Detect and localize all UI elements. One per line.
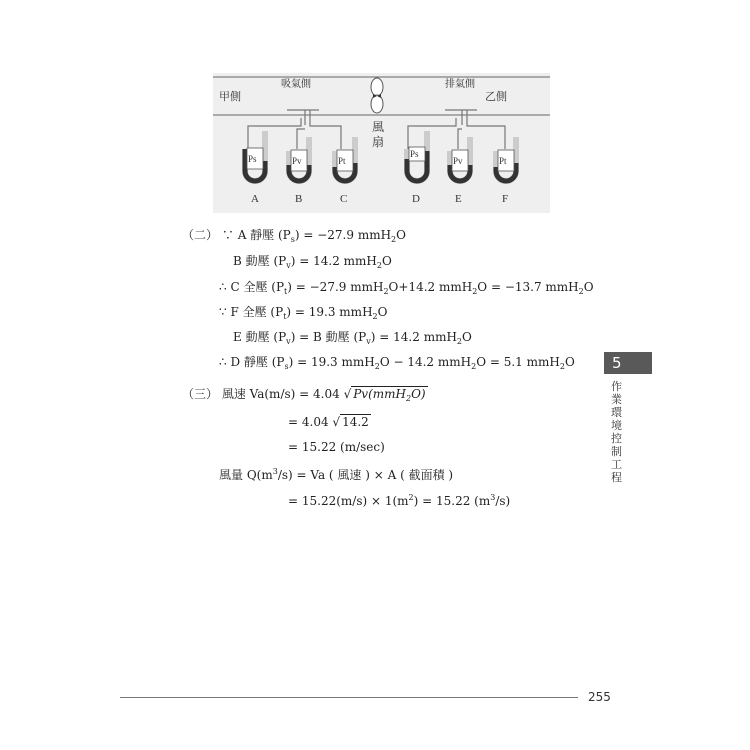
section3-velocity-step2: = 4.04 √ 14.2	[288, 415, 369, 429]
section3-velocity-result: = 15.22 (m/sec)	[288, 440, 385, 454]
section2-label: （二）	[182, 228, 219, 242]
therefore-symbol-2: ∴	[219, 355, 227, 369]
therefore-symbol: ∴	[219, 280, 227, 294]
section2-line-d: ∴ D 靜壓 $(P_s) = 19.3$ mmH$_2$O − 14.2 mmH$_2$O = 5.1 mmH$_2$O	[219, 355, 575, 371]
section2-line-b: B 動壓 $(P_v) = 14.2$ mmH$_2$O	[233, 254, 392, 270]
gauge-letter-a: A	[251, 193, 259, 205]
gauge-label-f: Pt	[499, 156, 507, 166]
left-side-label: 甲側	[219, 91, 241, 103]
gauge-label-d: Ps	[410, 149, 419, 159]
intake-side-label: 吸氣側	[281, 79, 311, 90]
chapter-tab: 5	[604, 352, 652, 374]
exhaust-side-label: 排氣側	[445, 79, 475, 90]
fan-label-2: 扇	[372, 135, 385, 149]
manometer-diagram	[213, 73, 550, 213]
gauge-letter-d: D	[412, 193, 420, 205]
fan-label-1: 風	[372, 120, 385, 134]
section2-line-f: ∵ F 全壓 $(P_t) = 19.3$ mmH$_2$O	[219, 305, 388, 321]
fan-blade-bottom	[371, 95, 383, 113]
because-symbol: ∵	[221, 228, 234, 242]
sqrt-expression: √ Pv(mmH$_2$O)	[343, 387, 426, 403]
gauge-letter-e: E	[455, 193, 462, 205]
section3-flow-result: = $15.22(m/s) \times 1(m^2) = 15.22$ $(m^3/s)$	[288, 493, 511, 508]
section2-line-c: ∴ C 全壓 $(P_t) = -27.9$ mmH$_2$O+14.2 mmH$_2$O = −13.7 mmH$_2$O	[219, 280, 594, 296]
section2-line-e: E 動壓 $(P_v) = B$ 動壓 $(P_v) = 14.2$ mmH$_2$O	[233, 330, 472, 346]
section2-line-a: （二） ∵ A 靜壓 $(P_s) = -27.9$ mmH$_2$O	[182, 228, 406, 244]
section3-flow-formula: 風量 $Q(m^3/s) = Va$ ( 風速 ) × A ( 截面積 )	[219, 467, 454, 482]
page-number: 255	[588, 690, 611, 704]
gauge-label-c: Pt	[338, 156, 346, 166]
gauge-label-a: Ps	[248, 154, 257, 164]
footer-rule	[120, 697, 578, 698]
gauge-letter-f: F	[502, 193, 509, 205]
gauge-letter-b: B	[295, 193, 303, 205]
fan-blade-top	[371, 78, 383, 96]
section3-velocity-formula: （三） 風速 Va(m/s) = 4.04 √ Pv(mmH$_2$O)	[182, 386, 428, 407]
chapter-title-vertical: 作業環境控制工程	[611, 380, 622, 484]
right-side-label: 乙側	[485, 91, 507, 103]
gauge-letter-c: C	[340, 193, 348, 205]
gauge-label-b: Pv	[292, 156, 302, 166]
gauge-label-e: Pv	[453, 156, 463, 166]
sqrt-value: √ 14.2	[332, 415, 369, 429]
because-symbol-2: ∵	[219, 305, 227, 319]
section3-label: （三）	[182, 387, 219, 401]
